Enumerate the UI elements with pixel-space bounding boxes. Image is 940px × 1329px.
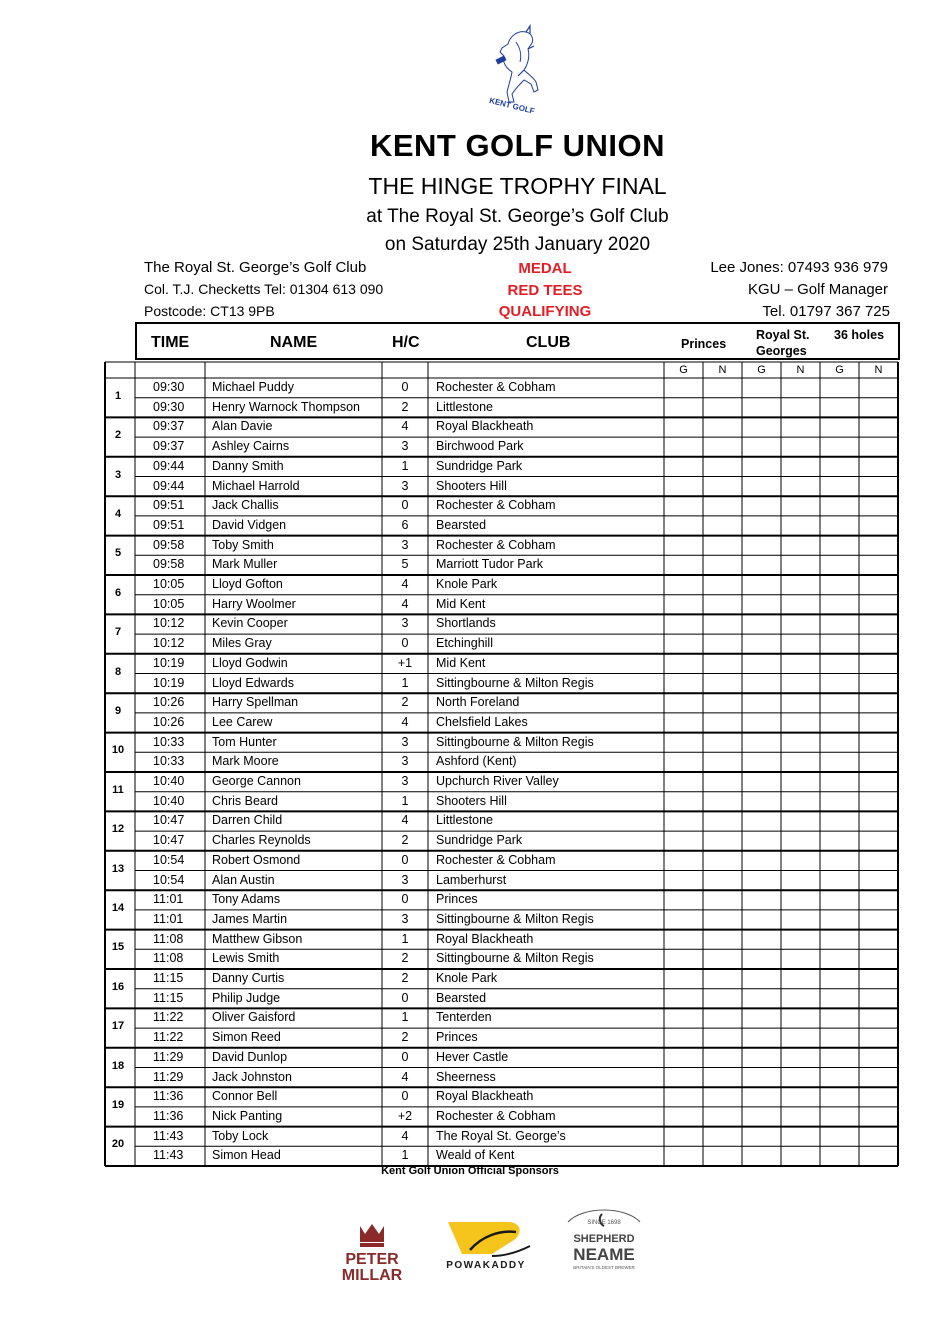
tee-time: 11:15	[153, 971, 184, 985]
tee-time: 11:08	[153, 951, 184, 966]
info-postcode: Postcode: CT13 9PB	[144, 303, 275, 319]
score-col-label: G	[679, 364, 688, 376]
event-title: THE HINGE TROPHY FINAL	[368, 173, 667, 199]
player-club: Royal Blackheath	[436, 419, 534, 434]
player-name: James Martin	[212, 911, 288, 926]
group-number: 2	[114, 429, 122, 442]
tee-time: 11:43	[153, 1148, 184, 1163]
player-name: Mark Moore	[212, 754, 279, 769]
player-handicap: +1	[397, 655, 413, 670]
player-handicap: 6	[401, 517, 409, 532]
info-tees: RED TEES	[507, 282, 583, 299]
player-club: Princes	[436, 1030, 478, 1045]
sn-since: SINCE 1698	[587, 1220, 621, 1226]
player-name: Michael Harrold	[212, 478, 300, 493]
col-time: TIME	[151, 334, 190, 351]
peter-millar-line2: MILLAR	[341, 1267, 403, 1284]
player-handicap: 3	[401, 439, 409, 454]
tee-time: 09:37	[153, 439, 185, 454]
powakaddy-text: POWAKADDY	[446, 1260, 526, 1271]
player-handicap: 1	[401, 1010, 409, 1025]
logo-text: KENT GOLF	[488, 95, 536, 116]
col-club: CLUB	[526, 334, 571, 351]
player-name: Lloyd Godwin	[212, 655, 288, 670]
player-club: Ashford (Kent)	[436, 754, 517, 769]
col-36-holes: 36 holes	[834, 328, 885, 342]
player-club: Weald of Kent	[436, 1148, 515, 1163]
player-name: Lewis Smith	[212, 951, 280, 966]
tee-time: 11:29	[153, 1049, 184, 1064]
player-club: Rochester & Cobham	[436, 498, 556, 513]
shepherd-neame-logo	[558, 1206, 650, 1278]
player-handicap: 3	[401, 911, 409, 926]
player-handicap: 1	[401, 458, 409, 473]
tee-time: 11:08	[153, 931, 184, 946]
player-name: Jack Challis	[212, 498, 279, 513]
player-club: Sundridge Park	[436, 833, 523, 848]
player-name: Tom Hunter	[212, 734, 277, 749]
player-club: Littlestone	[436, 813, 493, 828]
player-handicap: 0	[401, 498, 409, 513]
player-club: Chelsfield Lakes	[436, 714, 528, 729]
player-club: Tenterden	[436, 1010, 492, 1025]
sn-line2: NEAME	[573, 1245, 635, 1264]
player-name: Danny Curtis	[212, 971, 285, 985]
group-number: 6	[114, 586, 122, 599]
tee-time: 10:12	[153, 636, 185, 651]
player-name: Lloyd Edwards	[212, 675, 294, 690]
tee-time: 10:40	[153, 793, 185, 808]
player-club: Rochester & Cobham	[436, 852, 556, 867]
player-handicap: 3	[401, 754, 409, 769]
player-handicap: 1	[401, 1148, 409, 1163]
player-club: Birchwood Park	[436, 439, 524, 454]
player-name: Henry Warnock Thompson	[212, 399, 360, 414]
player-club: Lamberhurst	[436, 872, 507, 887]
player-club: Sittingbourne & Milton Regis	[436, 951, 594, 966]
player-name: Harry Spellman	[212, 695, 299, 710]
player-handicap: 4	[401, 1128, 409, 1143]
score-col-label: N	[718, 364, 727, 376]
player-handicap: 5	[401, 557, 409, 572]
group-number: 20	[111, 1138, 125, 1151]
info-round: QUALIFYING	[498, 303, 592, 320]
player-name: Simon Head	[212, 1148, 281, 1163]
tee-time: 11:22	[153, 1010, 184, 1025]
group-number: 18	[111, 1059, 125, 1072]
tee-time: 09:51	[153, 517, 185, 532]
tee-time: 10:26	[153, 695, 185, 710]
tee-time: 10:05	[153, 577, 185, 591]
group-number: 13	[111, 862, 125, 875]
tee-time: 09:30	[153, 380, 185, 394]
player-club: Mid Kent	[436, 596, 486, 611]
peter-millar-line1: PETER	[345, 1251, 399, 1268]
player-handicap: 2	[401, 951, 409, 966]
score-col-label: G	[835, 364, 844, 376]
player-handicap: 0	[401, 852, 409, 867]
tee-time: 11:22	[153, 1030, 184, 1045]
powakaddy-logo	[422, 1216, 550, 1272]
event-date: on Saturday 25th January 2020	[384, 234, 651, 255]
player-name: Lee Carew	[212, 714, 273, 729]
player-name: Mark Muller	[212, 557, 278, 572]
group-number: 11	[112, 783, 124, 796]
player-name: Chris Beard	[212, 793, 278, 808]
tee-time: 09:44	[153, 458, 185, 473]
group-number: 10	[111, 744, 125, 757]
player-handicap: 3	[401, 537, 409, 552]
peter-millar-logo	[326, 1222, 418, 1284]
info-club-name: The Royal St. George’s Golf Club	[144, 259, 367, 276]
player-handicap: 0	[401, 990, 409, 1005]
player-club: Sittingbourne & Milton Regis	[436, 675, 594, 690]
player-handicap: 2	[401, 971, 409, 985]
player-club: Sittingbourne & Milton Regis	[436, 911, 594, 926]
player-name: Charles Reynolds	[212, 833, 311, 848]
player-handicap: 4	[401, 1069, 409, 1084]
col-hc: H/C	[392, 334, 420, 351]
tee-time: 09:30	[153, 399, 185, 414]
player-name: Toby Lock	[212, 1128, 269, 1143]
player-name: Robert Osmond	[212, 852, 301, 867]
player-handicap: 1	[401, 675, 409, 690]
score-col-label: N	[796, 364, 805, 376]
sponsors-title: Kent Golf Union Official Sponsors	[381, 1165, 559, 1177]
group-number: 17	[111, 1020, 125, 1033]
player-handicap: 3	[401, 478, 409, 493]
player-name: Lloyd Gofton	[212, 577, 283, 591]
player-club: Rochester & Cobham	[436, 537, 556, 552]
tee-time: 11:43	[153, 1128, 184, 1143]
tee-time: 10:54	[153, 872, 185, 887]
player-handicap: 3	[401, 734, 409, 749]
player-name: David Dunlop	[212, 1049, 288, 1064]
player-handicap: 4	[401, 813, 409, 828]
tee-time: 11:01	[153, 892, 184, 907]
col-royal-line1: Royal St.	[756, 328, 810, 342]
player-name: Danny Smith	[212, 458, 284, 473]
player-handicap: 2	[401, 695, 409, 710]
player-club: Royal Blackheath	[436, 1089, 534, 1104]
player-handicap: 0	[401, 1089, 409, 1104]
tee-time: 09:37	[153, 419, 185, 434]
tee-time: 11:15	[153, 990, 184, 1005]
player-name: Darren Child	[212, 813, 283, 828]
player-name: Jack Johnston	[212, 1069, 292, 1084]
tee-time: 10:33	[153, 734, 185, 749]
tee-time: 09:58	[153, 557, 185, 572]
player-club: Hever Castle	[436, 1049, 509, 1064]
player-handicap: 4	[401, 419, 409, 434]
player-club: Sheerness	[436, 1069, 496, 1084]
tee-time: 10:26	[153, 714, 185, 729]
player-handicap: 2	[401, 833, 409, 848]
player-name: Nick Panting	[212, 1108, 283, 1123]
player-name: David Vidgen	[212, 517, 287, 532]
player-handicap: 0	[401, 1049, 409, 1064]
player-name: Matthew Gibson	[212, 931, 303, 946]
player-club: Knole Park	[436, 971, 498, 985]
player-club: Bearsted	[436, 990, 487, 1005]
player-club: Princes	[436, 892, 478, 907]
player-handicap: +2	[397, 1108, 413, 1123]
player-name: Miles Gray	[212, 636, 272, 651]
info-manager-title: KGU – Golf Manager	[747, 281, 888, 298]
group-number: 4	[114, 507, 122, 520]
player-handicap: 0	[401, 636, 409, 651]
group-number: 12	[111, 823, 125, 836]
tee-time: 09:44	[153, 478, 185, 493]
player-handicap: 4	[401, 714, 409, 729]
page-title: KENT GOLF UNION	[369, 128, 666, 163]
player-handicap: 0	[401, 380, 409, 394]
player-club: Littlestone	[436, 399, 493, 414]
group-number: 16	[111, 980, 125, 993]
player-name: Alan Austin	[212, 872, 275, 887]
score-col-label: G	[757, 364, 766, 376]
player-club: Etchinghill	[436, 636, 493, 651]
player-club: Shooters Hill	[436, 793, 507, 808]
event-venue: at The Royal St. George’s Golf Club	[366, 206, 669, 227]
player-name: Simon Reed	[212, 1030, 281, 1045]
col-princes: Princes	[681, 337, 727, 351]
info-manager-contact: Lee Jones: 07493 936 979	[710, 259, 888, 276]
tee-time: 11:36	[153, 1108, 184, 1123]
player-name: Harry Woolmer	[212, 596, 296, 611]
score-col-label: N	[874, 364, 883, 376]
group-number: 8	[114, 665, 122, 678]
player-club: Marriott Tudor Park	[436, 557, 543, 572]
player-handicap: 1	[401, 793, 409, 808]
info-contact: Col. T.J. Checketts Tel: 01304 613 090	[144, 281, 384, 297]
player-club: Rochester & Cobham	[436, 380, 556, 394]
tee-time: 11:01	[153, 911, 184, 926]
group-number: 9	[114, 704, 122, 717]
info-manager-phone: Tel. 01797 367 725	[762, 303, 890, 320]
player-name: George Cannon	[212, 774, 301, 788]
player-club: North Foreland	[436, 695, 520, 710]
group-number: 19	[111, 1098, 125, 1111]
player-name: Toby Smith	[212, 537, 274, 552]
player-name: Philip Judge	[212, 990, 281, 1005]
player-name: Kevin Cooper	[212, 616, 288, 631]
tee-time: 09:58	[153, 537, 185, 552]
player-club: Bearsted	[436, 517, 487, 532]
player-club: Upchurch River Valley	[436, 774, 559, 788]
col-royal-line2: Georges	[756, 344, 807, 358]
player-handicap: 2	[401, 1030, 409, 1045]
player-name: Michael Puddy	[212, 380, 294, 394]
tee-time: 10:33	[153, 754, 185, 769]
player-handicap: 3	[401, 616, 409, 631]
player-name: Oliver Gaisford	[212, 1010, 296, 1025]
group-number: 5	[114, 547, 122, 560]
player-club: Knole Park	[436, 577, 498, 591]
player-handicap: 4	[401, 596, 409, 611]
player-handicap: 3	[401, 872, 409, 887]
player-club: Royal Blackheath	[436, 931, 534, 946]
tee-time: 10:12	[153, 616, 185, 631]
tee-time: 10:05	[153, 596, 185, 611]
tee-time: 10:19	[153, 675, 185, 690]
tee-time: 10:47	[153, 813, 185, 828]
player-handicap: 3	[401, 774, 409, 788]
player-club: Mid Kent	[436, 655, 486, 670]
player-name: Connor Bell	[212, 1089, 278, 1104]
group-number: 14	[111, 901, 125, 914]
sn-line1: SHEPHERD	[573, 1233, 635, 1245]
player-handicap: 1	[401, 931, 409, 946]
tee-time: 11:29	[153, 1069, 184, 1084]
player-club: Rochester & Cobham	[436, 1108, 556, 1123]
group-number: 1	[114, 389, 122, 402]
player-club: Shooters Hill	[436, 478, 507, 493]
player-name: Tony Adams	[212, 892, 281, 907]
tee-time: 10:54	[153, 852, 185, 867]
player-name: Ashley Cairns	[212, 439, 290, 454]
player-club: Sittingbourne & Milton Regis	[436, 734, 594, 749]
player-handicap: 0	[401, 892, 409, 907]
col-name: NAME	[270, 334, 318, 351]
tee-time: 10:40	[153, 774, 185, 788]
player-club: Shortlands	[436, 616, 496, 631]
player-handicap: 2	[401, 399, 409, 414]
tee-time: 09:51	[153, 498, 185, 513]
group-number: 7	[114, 626, 122, 639]
sn-tagline: BRITAIN'S OLDEST BREWER	[573, 1265, 635, 1270]
tee-time: 11:36	[153, 1089, 184, 1104]
player-club: Sundridge Park	[436, 458, 523, 473]
tee-time: 10:47	[153, 833, 185, 848]
player-club: The Royal St. George’s	[436, 1128, 566, 1143]
info-format: MEDAL	[518, 260, 572, 277]
tee-time: 10:19	[153, 655, 185, 670]
group-number: 15	[111, 941, 125, 954]
player-name: Alan Davie	[212, 419, 273, 434]
player-handicap: 4	[401, 577, 409, 591]
group-number: 3	[114, 468, 122, 481]
